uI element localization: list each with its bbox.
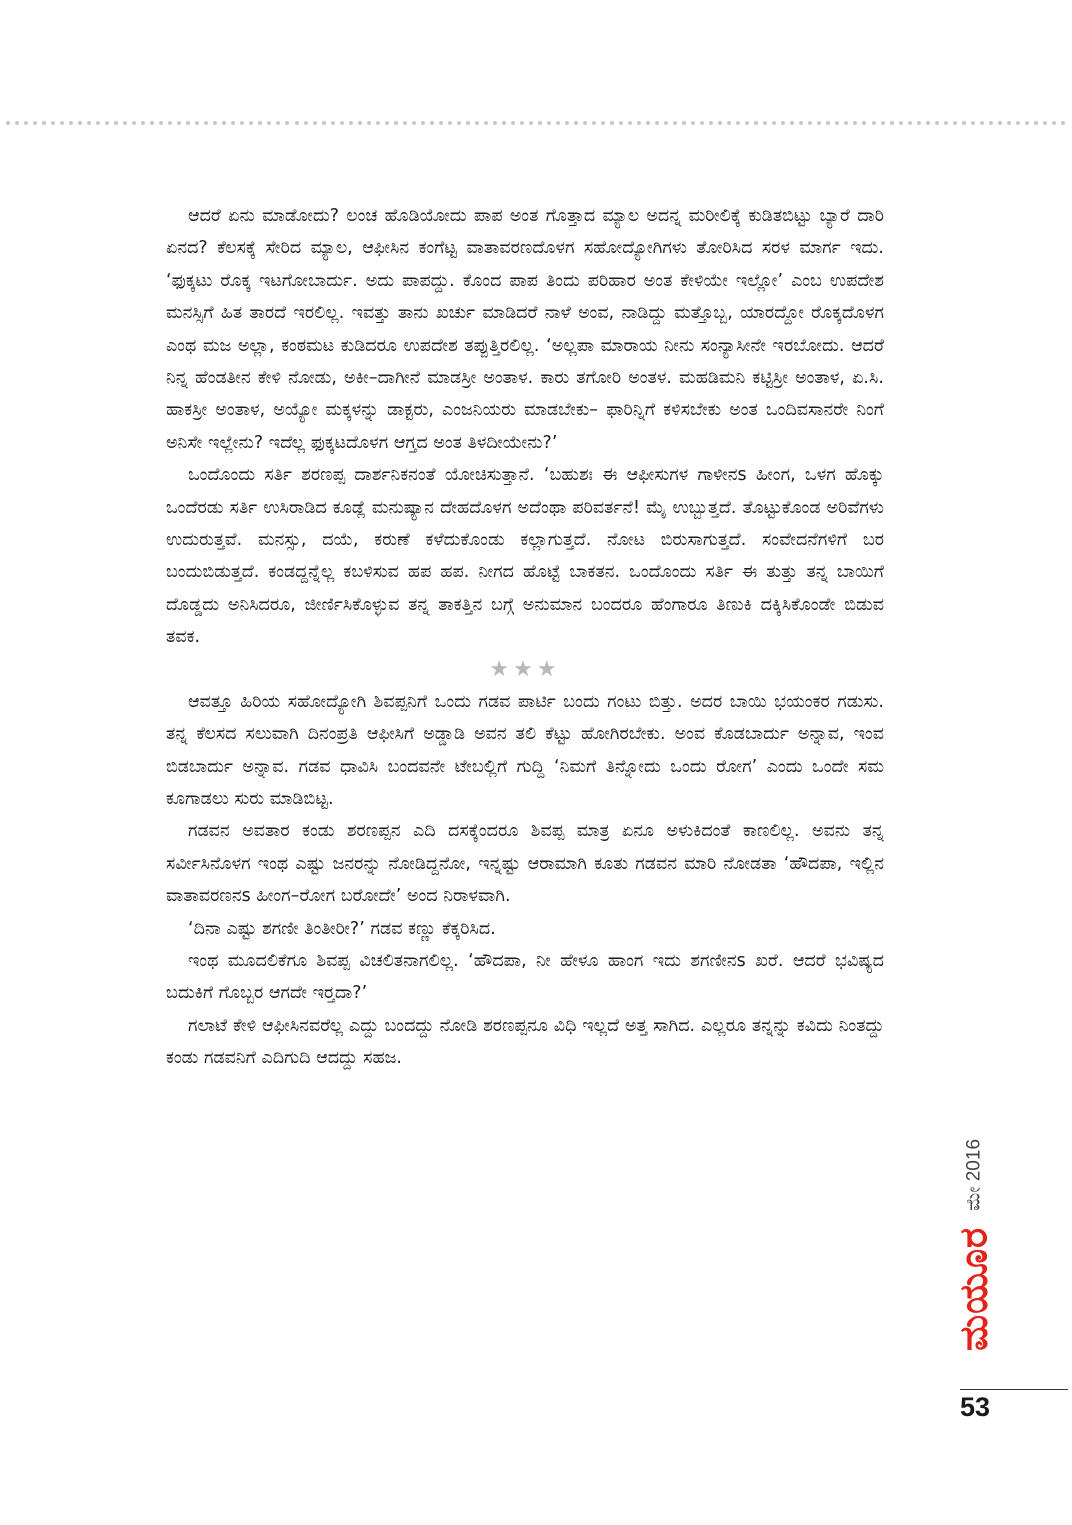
dot bbox=[340, 121, 344, 125]
dot bbox=[231, 121, 235, 125]
dot bbox=[799, 121, 803, 125]
dot bbox=[835, 121, 839, 125]
dot bbox=[853, 121, 857, 125]
dot bbox=[1007, 121, 1011, 125]
dot bbox=[971, 121, 975, 125]
dot bbox=[195, 121, 199, 125]
article-body bbox=[166, 200, 884, 1075]
dot bbox=[754, 121, 758, 125]
dot bbox=[1043, 121, 1047, 125]
dot bbox=[781, 121, 785, 125]
dot bbox=[529, 121, 533, 125]
dot bbox=[556, 121, 560, 125]
dot bbox=[123, 121, 127, 125]
dot bbox=[763, 121, 767, 125]
dot bbox=[150, 121, 154, 125]
dot bbox=[385, 121, 389, 125]
dot bbox=[637, 121, 641, 125]
dot bbox=[33, 121, 37, 125]
dot bbox=[394, 121, 398, 125]
dot bbox=[1061, 121, 1065, 125]
dot bbox=[376, 121, 380, 125]
dot bbox=[610, 121, 614, 125]
dot bbox=[718, 121, 722, 125]
paragraph: ಗಲಾಟೆ ಕೇಳಿ ಆಫೀಸಿನವರೆಲ್ಲ ಎದ್ದು ಬಂದದ್ದು ನೋಡಿ ಶರಣಪ್ಪನೂ ವಿಧಿ ಇಲ್ಲದೆ ಅತ್ತ ಸಾಗಿದ. ಎಲ್ಲರೂ ತನ್ನನ್ನು ಕವಿದು ನಿಂತದ್ದು ಕಂಡು ಗಡವನಿಗೆ ಎದಿಗುದಿ ಆದದ್ದು ಸಹಜ. bbox=[166, 1015, 884, 1069]
dot bbox=[276, 121, 280, 125]
dot bbox=[664, 121, 668, 125]
dot bbox=[466, 121, 470, 125]
dot bbox=[917, 121, 921, 125]
dot bbox=[926, 121, 930, 125]
dot bbox=[745, 121, 749, 125]
top-dotted-rule bbox=[6, 118, 1066, 128]
dot bbox=[862, 121, 866, 125]
dot bbox=[177, 121, 181, 125]
dot bbox=[682, 121, 686, 125]
dot bbox=[240, 121, 244, 125]
dot bbox=[772, 121, 776, 125]
dot bbox=[322, 121, 326, 125]
dot bbox=[574, 121, 578, 125]
dot bbox=[727, 121, 731, 125]
dot bbox=[96, 121, 100, 125]
dot bbox=[881, 121, 885, 125]
magazine-name: ಮಯೂರ bbox=[951, 1226, 996, 1352]
dot bbox=[520, 121, 524, 125]
dot bbox=[186, 121, 190, 125]
paragraph: ಆವತ್ತೂ ಹಿರಿಯ ಸಹೋದ್ಯೋಗಿ ಶಿವಪ್ಪನಿಗೆ ಒಂದು ಗಡವ ಪಾರ್ಟಿ ಬಂದು ಗಂಟು ಬಿತ್ತು. ಅದರ ಬಾಯಿ ಭಯಂಕರ ಗಡುಸು. ತನ್ನ ಕೆಲಸದ ಸಲುವಾಗಿ ದಿನಂಪ್ರತಿ ಆಫೀಸಿಗೆ ಅಡ್ಡಾಡಿ ಅವನ ತಲಿ ಕೆಟ್ಟು ಹೋಗಿರಬೇಕು. ಅಂವ ಕೊಡಬಾರ್ದು ಅನ್ನಾವ, ಇಂವ ಬಿಡಬಾರ್ದು ಅನ್ನಾವ. ಗಡವ ಧಾವಿಸಿ ಬಂದವನೇ ಟೇಬಲ್ಲಿಗೆ ಗುದ್ದಿ ‘ನಿಮಗೆ ತಿನ್ನೋದು ಒಂದು ರೋಗ’ ಎಂದು ಒಂದೇ ಸಮ ಕೂಗಾಡಲು ಸುರು ಮಾಡಿಬಿಟ್ಟ. bbox=[166, 691, 884, 809]
dot bbox=[538, 121, 542, 125]
dot bbox=[105, 121, 109, 125]
dot bbox=[980, 121, 984, 125]
dot bbox=[69, 121, 73, 125]
dot bbox=[1016, 121, 1020, 125]
dot bbox=[87, 121, 91, 125]
dot bbox=[267, 121, 271, 125]
dot bbox=[700, 121, 704, 125]
dot bbox=[646, 121, 650, 125]
dot bbox=[592, 121, 596, 125]
paragraph: ‘ದಿನಾ ಎಷ್ಟು ಶಗಣೀ ತಿಂತೀರೀ?’ ಗಡವ ಕಣ್ಣು ಕೆಕ್ಕರಿಸಿದ. bbox=[188, 918, 496, 939]
dot bbox=[953, 121, 957, 125]
dot bbox=[15, 121, 19, 125]
dot bbox=[403, 121, 407, 125]
dot bbox=[808, 121, 812, 125]
magazine-side-label bbox=[950, 1120, 998, 1370]
dot bbox=[204, 121, 208, 125]
page-number: 53 bbox=[960, 1392, 991, 1422]
section-separator-stars: ★★★ bbox=[489, 656, 561, 682]
dot bbox=[1025, 121, 1029, 125]
dot bbox=[6, 121, 10, 125]
dot bbox=[619, 121, 623, 125]
dot bbox=[736, 121, 740, 125]
dot bbox=[493, 121, 497, 125]
dot bbox=[421, 121, 425, 125]
paragraph: ಒಂದೊಂದು ಸರ್ತಿ ಶರಣಪ್ಪ ದಾರ್ಶನಿಕನಂತೆ ಯೋಚಿಸುತ್ತಾನೆ. ‘ಬಹುಶಃ ಈ ಆಫೀಸುಗಳ ಗಾಳೀನs ಹೀಂಗ, ಒಳಗ ಹೊಕ್ಕು ಒಂದೆರಡು ಸರ್ತಿ ಉಸಿರಾಡಿದ ಕೂಡ್ಲೆ ಮನುಷ್ಯಾನ ದೇಹದೊಳಗ ಅದೆಂಥಾ ಪರಿವರ್ತನೆ! ಮೈ ಉಬ್ಬುತ್ತದೆ. ತೊಟ್ಟುಕೊಂಡ ಅರಿವೆಗಳು ಉದುರುತ್ತವೆ. ಮನಸ್ಸು, ದಯೆ, ಕರುಣೆ ಕಳೆದುಕೊಂಡು ಕಲ್ಲಾಗುತ್ತದೆ. ನೋಟ ಬಿರುಸಾಗುತ್ತದೆ. ಸಂವೇದನೆಗಳಿಗೆ ಬರ ಬಂದುಬಿಡುತ್ತದೆ. ಕಂಡದ್ದನ್ನೆಲ್ಲ ಕಬಳಿಸುವ ಹಪ ಹಪ. ನೀಗದ ಹೊಟ್ಟೆ ಬಾಕತನ. ಒಂದೊಂದು ಸರ್ತಿ ಈ ತುತ್ತು ತನ್ನ ಬಾಯಿಗೆ ದೊಡ್ಡದು ಅನಿಸಿದರೂ, ಜೀರ್ಣಿಸಿಕೊಳ್ಳುವ ತನ್ನ ತಾಕತ್ತಿನ ಬಗ್ಗೆ ಅನುಮಾನ ಬಂದರೂ ಹೆಂಗಾರೂ ತಿಣುಕಿ ದಕ್ಕಿಸಿಕೊಂಡೇ ಬಿಡುವ ತವಕ. bbox=[166, 465, 884, 648]
dot bbox=[989, 121, 993, 125]
dot bbox=[655, 121, 659, 125]
dot bbox=[430, 121, 434, 125]
page-number-rule bbox=[960, 1389, 1068, 1390]
paragraph: ಗಡವನ ಅವತಾರ ಕಂಡು ಶರಣಪ್ಪನ ಎದಿ ದಸಕ್ಕೆಂದರೂ ಶಿವಪ್ಪ ಮಾತ್ರ ಏನೂ ಅಳುಕಿದಂತೆ ಕಾಣಲಿಲ್ಲ. ಅವನು ತನ್ನ ಸರ್ವೀಸಿನೊಳಗ ಇಂಥ ಎಷ್ಟು ಜನರನ್ನು ನೋಡಿದ್ದನೋ, ಇನ್ನಷ್ಟು ಆರಾಮಾಗಿ ಕೂತು ಗಡವನ ಮಾರಿ ನೋಡತಾ ‘ಹೌದಪಾ, ಇಲ್ಲಿನ ವಾತಾವರಣನs ಹೀಂಗ–ರೋಗ ಬರೋದೇ’ ಅಂದ ನಿರಾಳವಾಗಿ. bbox=[166, 821, 884, 907]
dot bbox=[872, 121, 876, 125]
dot bbox=[412, 121, 416, 125]
dot bbox=[304, 121, 308, 125]
dot bbox=[502, 121, 506, 125]
dot bbox=[313, 121, 317, 125]
dot bbox=[24, 121, 28, 125]
dot bbox=[42, 121, 46, 125]
dot bbox=[448, 121, 452, 125]
issue-date: ಮೇ 2016 bbox=[963, 1138, 984, 1211]
dot bbox=[583, 121, 587, 125]
dot bbox=[141, 121, 145, 125]
dot bbox=[547, 121, 551, 125]
dot bbox=[511, 121, 515, 125]
dot bbox=[132, 121, 136, 125]
dot bbox=[817, 121, 821, 125]
dot bbox=[295, 121, 299, 125]
dot bbox=[709, 121, 713, 125]
dot bbox=[159, 121, 163, 125]
dot bbox=[691, 121, 695, 125]
dot bbox=[222, 121, 226, 125]
dot bbox=[285, 121, 289, 125]
dot bbox=[60, 121, 64, 125]
dot bbox=[899, 121, 903, 125]
dot bbox=[565, 121, 569, 125]
dot bbox=[935, 121, 939, 125]
dot bbox=[457, 121, 461, 125]
dot bbox=[1034, 121, 1038, 125]
dot bbox=[998, 121, 1002, 125]
dot bbox=[358, 121, 362, 125]
dot bbox=[367, 121, 371, 125]
dot bbox=[1052, 121, 1056, 125]
dot bbox=[213, 121, 217, 125]
dot bbox=[962, 121, 966, 125]
dot bbox=[944, 121, 948, 125]
dot bbox=[349, 121, 353, 125]
dot bbox=[475, 121, 479, 125]
dot bbox=[628, 121, 632, 125]
dot bbox=[331, 121, 335, 125]
dot bbox=[168, 121, 172, 125]
dot bbox=[908, 121, 912, 125]
dot bbox=[790, 121, 794, 125]
dot bbox=[826, 121, 830, 125]
dot bbox=[844, 121, 848, 125]
dot bbox=[51, 121, 55, 125]
dot bbox=[439, 121, 443, 125]
dot bbox=[258, 121, 262, 125]
dot bbox=[484, 121, 488, 125]
paragraph: ಆದರೆ ಏನು ಮಾಡೋದು? ಲಂಚ ಹೊಡಿಯೋದು ಪಾಪ ಅಂತ ಗೊತ್ತಾದ ಮ್ಯಾಲ ಅದನ್ನ ಮರೀಲಿಕ್ಕೆ ಕುಡಿತಬಿಟ್ಟು ಬ್ಯಾರೆ ದಾರಿ ಏನದ? ಕೆಲಸಕ್ಕೆ ಸೇರಿದ ಮ್ಯಾಲ, ಆಫೀಸಿನ ಕಂಗೆಟ್ಟ ವಾತಾವರಣದೊಳಗ ಸಹೋದ್ಯೋಗಿಗಳು ತೋರಿಸಿದ ಸರಳ ಮಾರ್ಗ ಇದು. ‘ಫುಕ್ಕಟು ರೊಕ್ಕ ಇಟಗೋಬಾರ್ದು. ಅದು ಪಾಪದ್ದು. ಕೊಂದ ಪಾಪ ತಿಂದು ಪರಿಹಾರ ಅಂತ ಕೇಳಿಯೇ ಇಲ್ಲೋ’ ಎಂಬ ಉಪದೇಶ ಮನಸ್ಸಿಗೆ ಹಿತ ತಾರದೆ ಇರಲಿಲ್ಲ. ಇವತ್ತು ತಾನು ಖರ್ಚು ಮಾಡಿದರೆ ನಾಳೆ ಅಂವ, ನಾಡಿದ್ದು ಮತ್ತೊಬ್ಬ, ಯಾರದ್ದೋ ರೊಕ್ಕದೊಳಗ ಎಂಥ ಮಜ ಅಲ್ಲಾ, ಕಂಠಮಟ ಕುಡಿದರೂ ಉಪದೇಶ ತಪ್ಪುತ್ತಿರಲಿಲ್ಲ. ‘ಅಲ್ಲಪಾ ಮಾರಾಯ ನೀನು ಸಂನ್ಯಾಸೀನೇ ಇರಬೋದು. ಆದರೆ ನಿನ್ನ ಹೆಂಡತೀನ ಕೇಳಿ ನೋಡು, ಅಕೀ–ದಾಗೀನೆ ಮಾಡಸ್ರೀ ಅಂತಾಳ. ಕಾರು ತಗೋರಿ ಅಂತಳ. ಮಹಡಿಮನಿ ಕಟ್ಟಿಸ್ರೀ ಅಂತಾಳ, ಏ.ಸಿ. ಹಾಕಸ್ರೀ ಅಂತಾಳ, ಅಯ್ಯೋ ಮಕ್ಕಳನ್ನು ಡಾಕ್ಟರು, ಎಂಜನಿಯರು ಮಾಡಬೇಕು– ಫಾರಿನ್ನಿಗೆ ಕಳಿಸಬೇಕು ಅಂತ ಒಂದಿವಸಾನರೇ ನಿಂಗೆ ಅನಿಸೇ ಇಲ್ಲೇನು? ಇದೆಲ್ಲ ಫುಕ್ಕಟದೊಳಗ ಆಗ್ತದ ಅಂತ ತಿಳದೀಯೇನು?’ bbox=[166, 206, 884, 453]
dot bbox=[601, 121, 605, 125]
dot bbox=[890, 121, 894, 125]
dot bbox=[249, 121, 253, 125]
dot bbox=[114, 121, 118, 125]
dot bbox=[673, 121, 677, 125]
paragraph: ಇಂಥ ಮೂದಲಿಕೆಗೂ ಶಿವಪ್ಪ ವಿಚಲಿತನಾಗಲಿಲ್ಲ. ‘ಹೌದಪಾ, ನೀ ಹೇಳೂ ಹಾಂಗ ಇದು ಶಗಣೀನs ಖರೆ. ಆದರೆ ಭವಿಷ್ಯದ ಬದುಕಿಗೆ ಗೊಬ್ಬರ ಆಗದೇ ಇರ್‍ತದಾ?’ bbox=[166, 950, 884, 1004]
dot bbox=[78, 121, 82, 125]
